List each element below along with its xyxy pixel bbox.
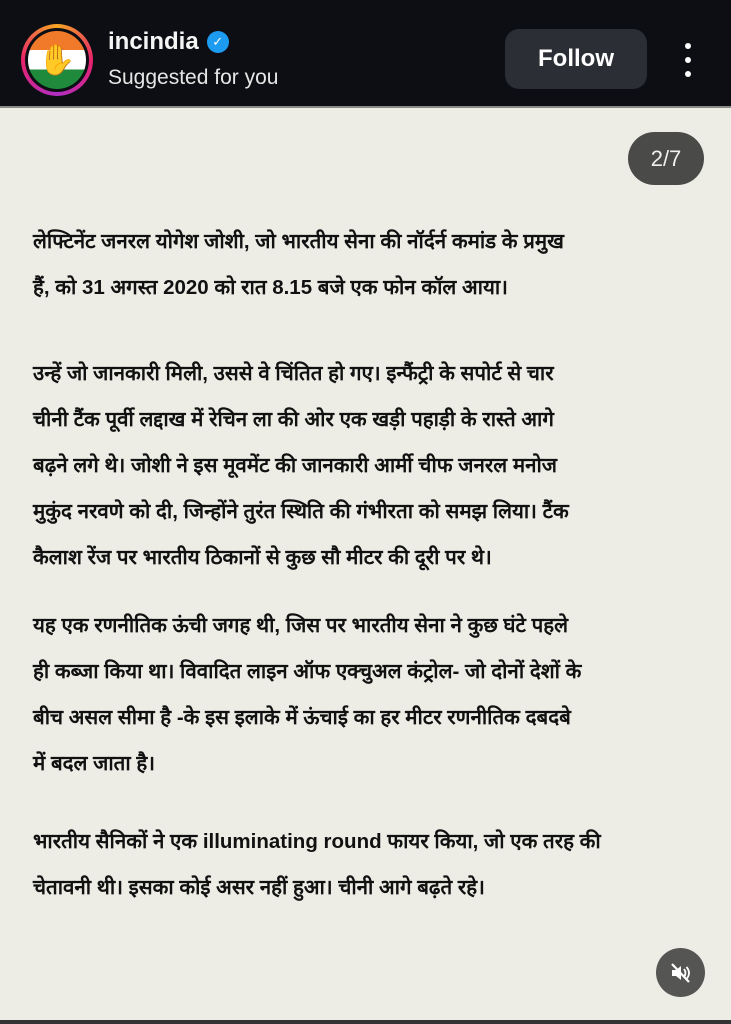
suggested-label: Suggested for you [108, 66, 279, 89]
slide-counter: 2/7 [628, 132, 704, 185]
text-line: बीच असल सीमा है -के इस इलाके में ऊंचाई का हर मीटर रणनीतिक दबदबे [33, 706, 571, 729]
follow-button[interactable]: Follow [505, 29, 647, 89]
username-row[interactable] [108, 28, 229, 56]
profile-avatar[interactable] [21, 24, 93, 96]
text-line: भारतीय सैनिकों ने एक illuminating round फायर किया, जो एक तरह की [33, 830, 601, 853]
text-line: चीनी टैंक पूर्वी लद्दाख में रेचिन ला की ओर एक खड़ी पहाड़ी के रास्ते आगे [33, 408, 554, 431]
vertical-ellipsis-icon[interactable] [678, 40, 698, 80]
text-line: मुकुंद नरवणे को दी, जिन्होंने तुरंत स्थिति की गंभीरता को समझ लिया। टैंक [33, 500, 569, 523]
text-line: यह एक रणनीतिक ऊंची जगह थी, जिस पर भारतीय सेना ने कुछ घंटे पहले [33, 614, 569, 637]
text-line: कैलाश रेंज पर भारतीय ठिकानों से कुछ सौ मीटर की दूरी पर थे। [33, 546, 492, 569]
speaker-muted-icon[interactable] [656, 948, 705, 997]
bottom-divider [0, 1020, 731, 1024]
text-line: उन्हें जो जानकारी मिली, उससे वे चिंतित हो गए। इन्फैंट्री के सपोर्ट से चार [33, 362, 554, 385]
text-line: ही कब्जा किया था। विवादित लाइन ऑफ एक्चुअल कंट्रोल- जो दोनों देशों के [33, 660, 582, 683]
post-header [0, 0, 731, 108]
verified-badge-icon: ✓ [207, 31, 229, 53]
text-line: लेफ्टिनेंट जनरल योगेश जोशी, जो भारतीय सेना की नॉर्दर्न कमांड के प्रमुख [33, 230, 564, 253]
text-line: में बदल जाता है। [33, 752, 156, 775]
text-line: बढ़ने लगे थे। जोशी ने इस मूवमेंट की जानकारी आर्मी चीफ जनरल मनोज [33, 454, 557, 477]
text-line: हैं, को 31 अगस्त 2020 को रात 8.15 बजे एक फोन कॉल आया। [33, 276, 508, 299]
username[interactable]: incindia [108, 28, 199, 55]
congress-hand-logo-icon: ✋ [28, 31, 86, 89]
text-line: चेतावनी थी। इसका कोई असर नहीं हुआ। चीनी आगे बढ़ते रहे। [33, 876, 485, 899]
